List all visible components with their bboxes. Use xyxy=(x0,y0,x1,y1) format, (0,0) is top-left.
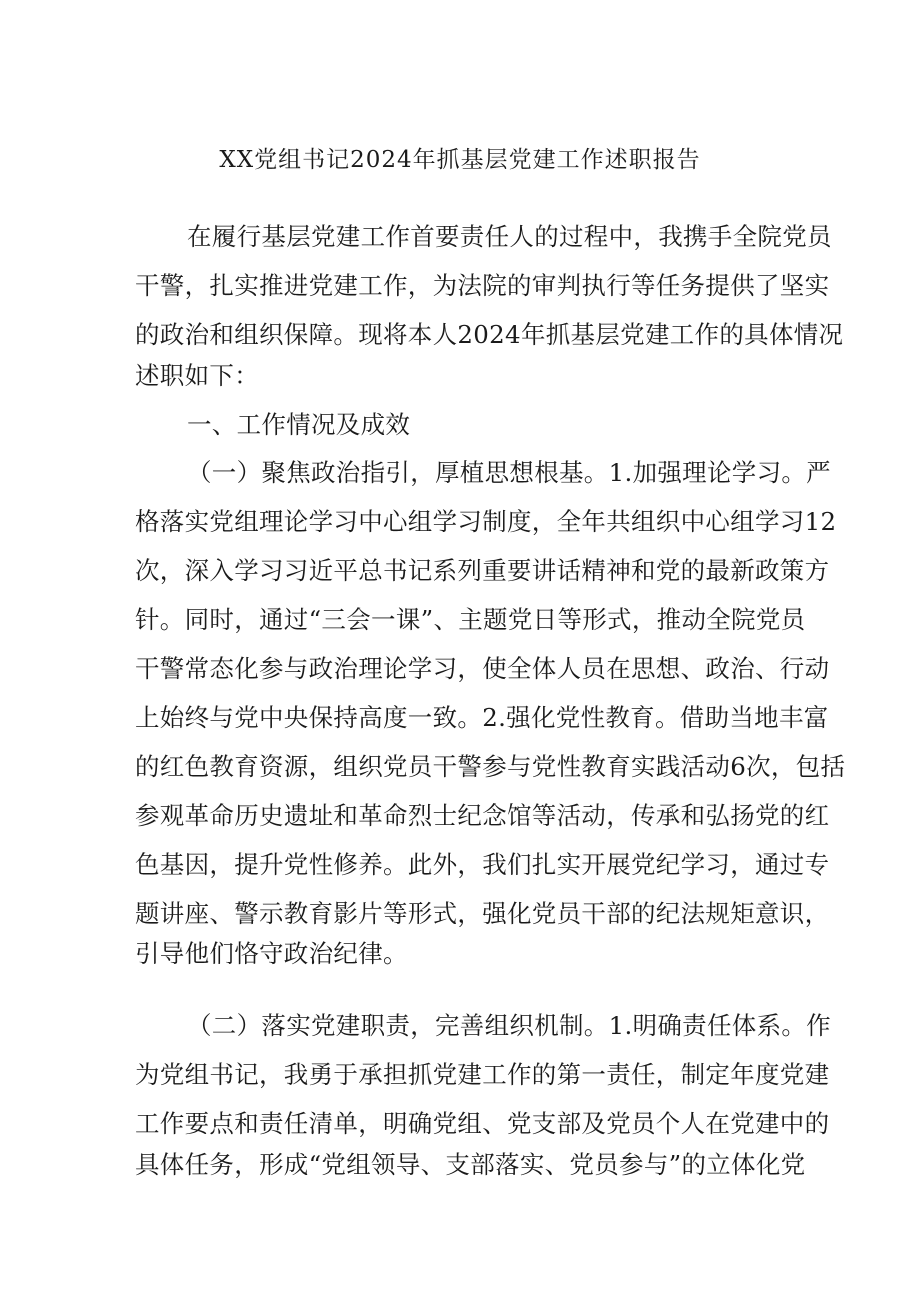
paragraph-line: 述职如下： xyxy=(135,361,259,390)
paragraph-line: 格落实党组理论学习中心组学习制度，全年共组织中心组学习12 xyxy=(135,507,837,536)
document-title: XX党组书记2024年抓基层党建工作述职报告 xyxy=(219,147,701,173)
paragraph-line: 参观革命历史遗址和革命烈士纪念馆等活动，传承和弘扬党的红 xyxy=(135,801,830,830)
paragraph-line: 引导他们恪守政治纪律。 xyxy=(135,939,408,968)
paragraph-line: 色基因，提升党性修养。此外，我们扎实开展党纪学习，通过专 xyxy=(135,850,830,879)
paragraph-line: 工作要点和责任清单，明确党组、党支部及党员个人在党建中的 xyxy=(135,1109,830,1138)
section-heading: 一、工作情况及成效 xyxy=(187,410,411,439)
paragraph-line: 具体任务，形成“党组领导、支部落实、党员参与”的立体化党 xyxy=(135,1150,806,1179)
paragraph-line: 在履行基层党建工作首要责任人的过程中，我携手全院党员 xyxy=(187,222,832,251)
paragraph-line: 的政治和组织保障。现将本人2024年抓基层党建工作的具体情况 xyxy=(135,320,844,349)
paragraph-line: 干警常态化参与政治理论学习，使全体人员在思想、政治、行动 xyxy=(135,654,830,683)
paragraph-line: 次，深入学习习近平总书记系列重要讲话精神和党的最新政策方 xyxy=(135,556,830,585)
paragraph-line: 为党组书记，我勇于承担抓党建工作的第一责任，制定年度党建 xyxy=(135,1060,830,1089)
paragraph-line: （一）聚焦政治指引，厚植思想根基。1.加强理论学习。严 xyxy=(187,458,831,487)
paragraph-line: （二）落实党建职责，完善组织机制。1.明确责任体系。作 xyxy=(187,1011,831,1040)
paragraph-line: 的红色教育资源，组织党员干警参与党性教育实践活动6次，包括 xyxy=(135,752,846,781)
paragraph-line: 题讲座、警示教育影片等形式，强化党员干部的纪法规矩意识， xyxy=(135,899,830,928)
paragraph-line: 针。同时，通过“三会一课”、主题党日等形式，推动全院党员 xyxy=(135,605,806,634)
paragraph-line: 上始终与党中央保持高度一致。2.强化党性教育。借助当地丰富 xyxy=(135,703,829,732)
paragraph-line: 干警，扎实推进党建工作，为法院的审判执行等任务提供了坚实 xyxy=(135,271,830,300)
